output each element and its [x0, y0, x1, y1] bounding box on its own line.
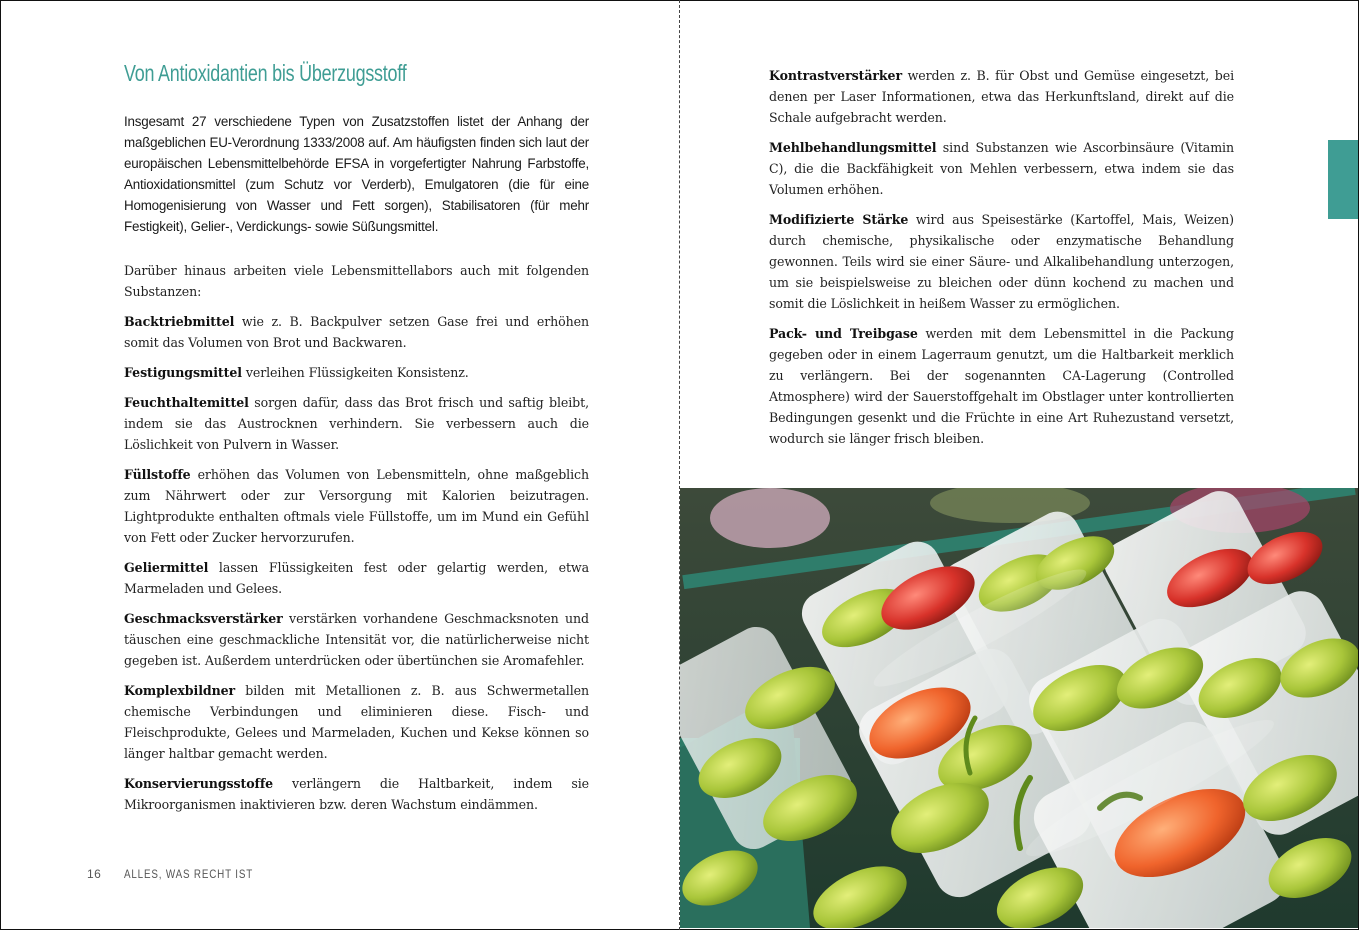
section-heading: Von Antioxidantien bis Überzugsstoff [124, 60, 407, 86]
entry-text: wie z. B. Backpulver setzen Gase frei und erhöhen somit das Volumen von Brot und Backwaren. [124, 314, 589, 350]
entry-paragraph [124, 608, 589, 671]
entry-term: Pack- und Treibgase [769, 326, 918, 341]
entry-term: Modifizierte Stärke [769, 212, 909, 227]
entry-text: werden mit dem Lebensmittel in die Packung gegeben oder in einem Lagerraum genutzt, um die Haltbarkeit merklich zu verlängern. Bei der sogenannten CA-Lagerung (Controlled Atmosphere) wird der Sauerstoffgehalt im Obstlager unter kontrollierten Bedingungen gesenkt und die Früchte in eine Art Ruhezustand versetzt, wodurch sie länger frisch bleiben. [769, 326, 1234, 446]
entry-term: Geliermittel [124, 560, 209, 575]
running-title: ALLES, WAS RECHT IST [124, 867, 254, 881]
entry-paragraph [769, 323, 1234, 449]
packaged-peppers-photo [680, 488, 1358, 928]
entry-paragraph [124, 680, 589, 764]
entry-paragraph [124, 557, 589, 599]
entry-text: verleihen Flüssigkeiten Konsistenz. [241, 365, 469, 380]
entry-paragraph [769, 209, 1234, 314]
entry-term: Konservierungsstoffe [124, 776, 274, 791]
chapter-tab-marker [1328, 140, 1358, 219]
entry-text: wird aus Speisestärke (Kartoffel, Mais, Weizen) durch chemische, physikalische oder enzymatische Behandlung gewonnen. Teils wird sie einer Säure- und Alkalibehandlung unterzogen, um sie beispielsweise zu bleichen oder dünn kochend zu machen und somit die Löslichkeit in heißem Wasser zu ermöglichen. [769, 212, 1234, 311]
entry-text: lassen Flüssigkeiten fest oder gelartig werden, etwa Marmeladen und Gelees. [124, 560, 589, 596]
lead-paragraph: Darüber hinaus arbeiten viele Lebensmittellabors auch mit folgenden Substanzen: [124, 263, 589, 299]
entry-term: Komplexbildner [124, 683, 236, 698]
entry-paragraph [124, 464, 589, 548]
right-page [680, 0, 1359, 930]
left-page [0, 0, 679, 930]
entry-term: Geschmacksverstärker [124, 611, 283, 626]
entry-term: Backtriebmittel [124, 314, 235, 329]
entry-text: werden z. B. für Obst und Gemüse eingesetzt, bei denen per Laser Informationen, etwa das Herkunftsland, direkt auf die Schale aufgebracht werden. [769, 68, 1234, 125]
entry-text: verlängern die Haltbarkeit, indem sie Mikroorganismen inaktivieren bzw. deren Wachstum eindämmen. [124, 776, 589, 812]
entry-paragraph [769, 65, 1234, 128]
entry-paragraph [769, 137, 1234, 200]
entry-term: Festigungsmittel [124, 365, 242, 380]
entry-text: sorgen dafür, dass das Brot frisch und saftig bleibt, indem sie das Austrocknen verhindern. Sie verbessern auch die Löslichkeit von Pulvern in Wasser. [124, 395, 589, 452]
entry-term: Mehlbehandlungsmittel [769, 140, 937, 155]
page-number: 16 [87, 867, 102, 881]
intro-paragraph: Insgesamt 27 verschiedene Typen von Zusatzstoffen listet der Anhang der maßgeblichen EU-Verordnung 1333/2008 auf. Am häufigsten finden sich laut der europäischen Lebensmittelbehörde EFSA in vorgefertigter Nahrung Farbstoffe, Antioxidationsmittel (zum Schutz vor Verderb), Emulgatoren (die für eine Homogenisierung von Wasser und Fett sorgen), Stabilisatoren (für mehr Festigkeit), Gelier-, Verdickungs- sowie Süßungsmittel. [124, 114, 589, 234]
entry-paragraph [124, 311, 589, 353]
right-body-text [769, 65, 1234, 458]
entry-text: erhöhen das Volumen von Lebensmitteln, ohne maßgeblich zum Nährwert oder zur Versorgung mit Kalorien beizutragen. Lightprodukte enthalten oftmals viele Füllstoffe, um im Mund ein Gefühl von Fett oder Zucker hervorzurufen. [124, 467, 589, 545]
entry-paragraph [124, 362, 589, 383]
entry-term: Kontrastverstärker [769, 68, 902, 83]
entry-text: bilden mit Metallionen z. B. aus Schwermetallen chemische Verbindungen und eliminieren diese. Fisch- und Fleischprodukte, Gelees und Marmeladen, Kuchen und Kekse können so länger haltbar gemacht werden. [124, 683, 589, 761]
entry-paragraph [124, 392, 589, 455]
entry-term: Füllstoffe [124, 467, 191, 482]
entry-text: sind Substanzen wie Ascorbinsäure (Vitamin C), die die Backfähigkeit von Mehlen verbessern, etwa indem sie das Volumen erhöhen. [769, 140, 1234, 197]
left-body-text [124, 260, 589, 824]
entry-paragraph [124, 773, 589, 815]
entry-text: verstärken vorhandene Geschmacksnoten und täuschen eine geschmackliche Intensität vor, die natürlicherweise nicht gegeben ist. Außerdem unterdrücken oder übertünchen sie Aromafehler. [124, 611, 589, 668]
entry-term: Feuchthaltemittel [124, 395, 249, 410]
